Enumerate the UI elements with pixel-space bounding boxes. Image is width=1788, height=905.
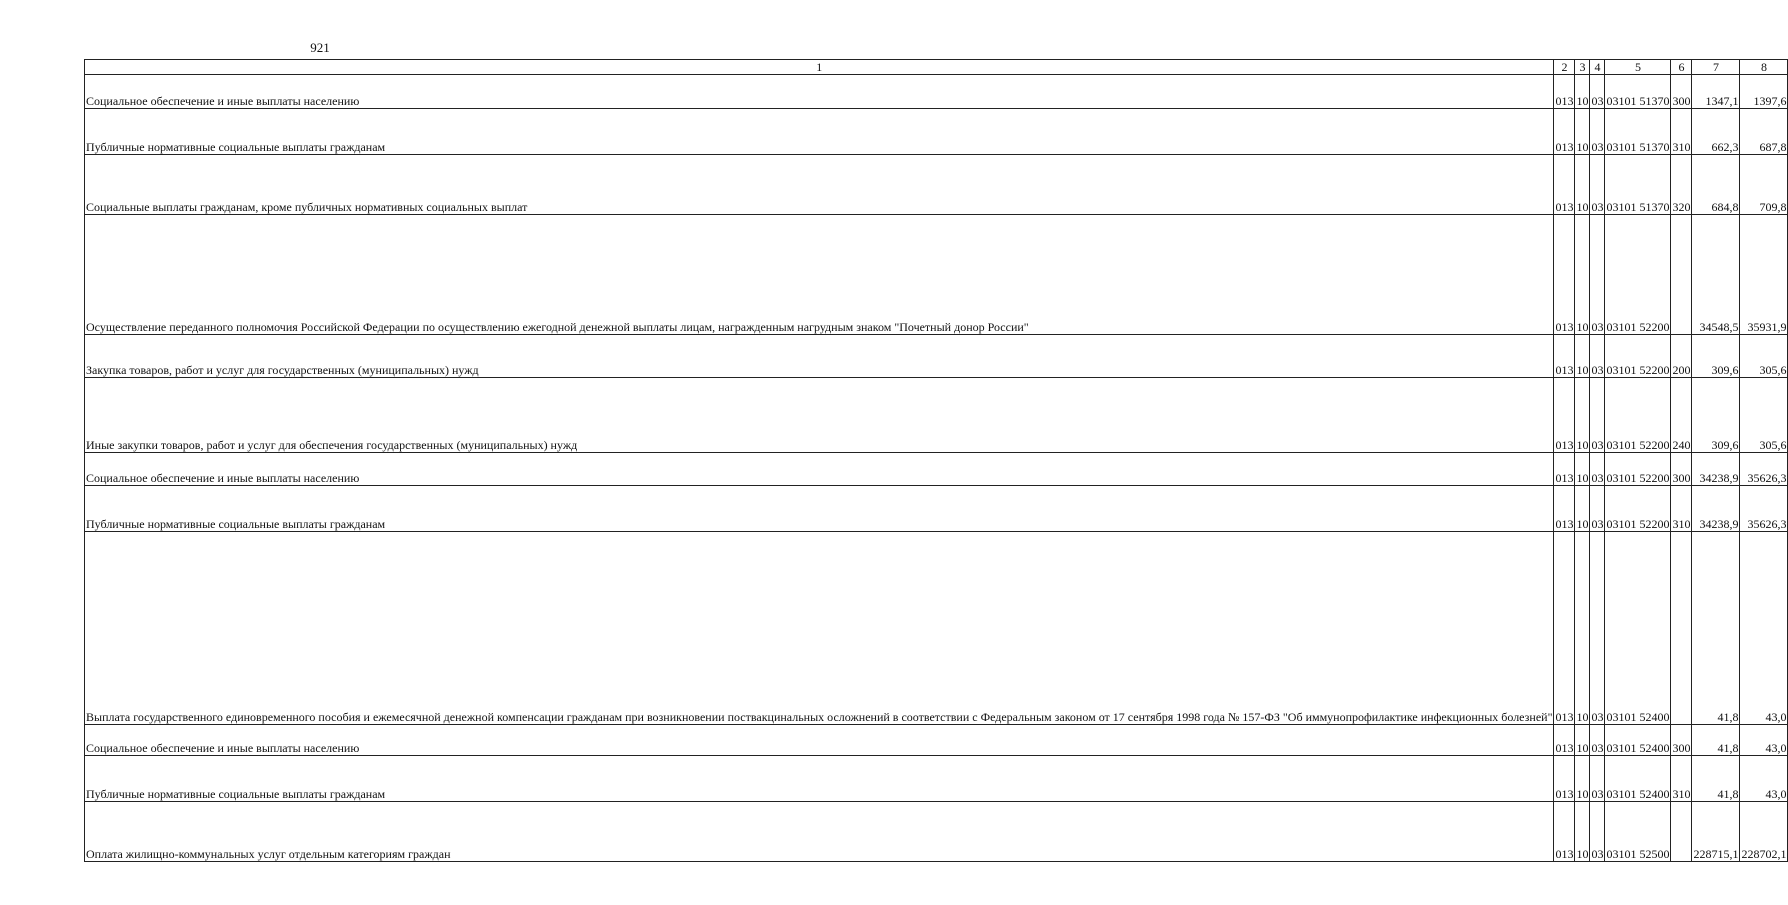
section-code: 10 <box>1575 453 1590 486</box>
header-cell: 2 <box>1554 60 1575 75</box>
row-name: Публичные нормативные социальные выплаты гражданам <box>85 756 1554 802</box>
subsection-code: 03 <box>1590 532 1605 725</box>
subsection-code: 03 <box>1590 453 1605 486</box>
table-row <box>85 75 1788 109</box>
header-cell: 5 <box>1605 60 1671 75</box>
expense-type-code <box>1671 802 1692 862</box>
expense-type-code <box>1671 215 1692 335</box>
amount-col7: 34238,9 <box>1692 453 1740 486</box>
expense-type-code <box>1671 532 1692 725</box>
target-article-code: 03101 52200 <box>1605 215 1671 335</box>
target-article-code: 03101 52400 <box>1605 725 1671 756</box>
ministry-code: 013 <box>1554 802 1575 862</box>
amount-col7: 1347,1 <box>1692 75 1740 109</box>
section-code: 10 <box>1575 756 1590 802</box>
table-row <box>85 378 1788 453</box>
header-cell: 1 <box>85 60 1554 75</box>
section-code: 10 <box>1575 75 1590 109</box>
expense-type-code: 310 <box>1671 756 1692 802</box>
row-name: Оплата жилищно-коммунальных услуг отдельным категориям граждан <box>85 802 1554 862</box>
subsection-code: 03 <box>1590 378 1605 453</box>
amount-col8: 43,0 <box>1740 756 1788 802</box>
header-cell: 3 <box>1575 60 1590 75</box>
amount-col8: 35931,9 <box>1740 215 1788 335</box>
row-name: Социальные выплаты гражданам, кроме публичных нормативных социальных выплат <box>85 155 1554 215</box>
target-article-code: 03101 51370 <box>1605 75 1671 109</box>
amount-col8: 1397,6 <box>1740 75 1788 109</box>
amount-col7: 309,6 <box>1692 335 1740 378</box>
section-code: 10 <box>1575 532 1590 725</box>
subsection-code: 03 <box>1590 109 1605 155</box>
target-article-code: 03101 52200 <box>1605 486 1671 532</box>
ministry-code: 013 <box>1554 75 1575 109</box>
subsection-code: 03 <box>1590 802 1605 862</box>
amount-col7: 34548,5 <box>1692 215 1740 335</box>
target-article-code: 03101 52200 <box>1605 335 1671 378</box>
section-code: 10 <box>1575 109 1590 155</box>
amount-col8: 35626,3 <box>1740 453 1788 486</box>
table-row <box>85 155 1788 215</box>
subsection-code: 03 <box>1590 335 1605 378</box>
row-name: Осуществление переданного полномочия Российской Федерации по осуществлению ежегодной денежной выплаты лицам, награжденным нагрудным знаком "Почетный донор России" <box>85 215 1554 335</box>
row-name: Социальное обеспечение и иные выплаты населению <box>85 75 1554 109</box>
amount-col7: 228715,1 <box>1692 802 1740 862</box>
header-cell: 8 <box>1740 60 1788 75</box>
target-article-code: 03101 52200 <box>1605 453 1671 486</box>
ministry-code: 013 <box>1554 109 1575 155</box>
target-article-code: 03101 51370 <box>1605 155 1671 215</box>
subsection-code: 03 <box>1590 75 1605 109</box>
amount-col8: 687,8 <box>1740 109 1788 155</box>
amount-col7: 41,8 <box>1692 532 1740 725</box>
ministry-code: 013 <box>1554 756 1575 802</box>
section-code: 10 <box>1575 725 1590 756</box>
subsection-code: 03 <box>1590 725 1605 756</box>
ministry-code: 013 <box>1554 453 1575 486</box>
ministry-code: 013 <box>1554 215 1575 335</box>
ministry-code: 013 <box>1554 725 1575 756</box>
table-row <box>85 453 1788 486</box>
subsection-code: 03 <box>1590 155 1605 215</box>
amount-col8: 305,6 <box>1740 335 1788 378</box>
section-code: 10 <box>1575 486 1590 532</box>
expense-type-code: 300 <box>1671 725 1692 756</box>
expense-type-code: 320 <box>1671 155 1692 215</box>
expense-type-code: 310 <box>1671 486 1692 532</box>
row-name: Социальное обеспечение и иные выплаты населению <box>85 725 1554 756</box>
budget-table <box>84 59 1788 862</box>
row-name: Иные закупки товаров, работ и услуг для обеспечения государственных (муниципальных) нужд <box>85 378 1554 453</box>
amount-col7: 41,8 <box>1692 756 1740 802</box>
subsection-code: 03 <box>1590 756 1605 802</box>
row-name: Выплата государственного единовременного пособия и ежемесячной денежной компенсации гражданам при возникновении поствакцинальных осложнений в соответствии с Федеральным законом от 17 сентября 1998 года № 157-ФЗ "Об иммунопрофилактике инфекционных болезней" <box>85 532 1554 725</box>
amount-col8: 35626,3 <box>1740 486 1788 532</box>
section-code: 10 <box>1575 335 1590 378</box>
target-article-code: 03101 52200 <box>1605 378 1671 453</box>
amount-col7: 41,8 <box>1692 725 1740 756</box>
table-row <box>85 532 1788 725</box>
amount-col8: 709,8 <box>1740 155 1788 215</box>
ministry-code: 013 <box>1554 335 1575 378</box>
amount-col7: 34238,9 <box>1692 486 1740 532</box>
table-row <box>85 335 1788 378</box>
row-name: Закупка товаров, работ и услуг для государственных (муниципальных) нужд <box>85 335 1554 378</box>
row-name: Публичные нормативные социальные выплаты гражданам <box>85 109 1554 155</box>
ministry-code: 013 <box>1554 486 1575 532</box>
target-article-code: 03101 52500 <box>1605 802 1671 862</box>
table-row <box>85 756 1788 802</box>
target-article-code: 03101 52400 <box>1605 532 1671 725</box>
amount-col8: 305,6 <box>1740 378 1788 453</box>
table-row <box>85 486 1788 532</box>
expense-type-code: 240 <box>1671 378 1692 453</box>
amount-col8: 43,0 <box>1740 532 1788 725</box>
subsection-code: 03 <box>1590 215 1605 335</box>
section-code: 10 <box>1575 802 1590 862</box>
amount-col7: 309,6 <box>1692 378 1740 453</box>
ministry-code: 013 <box>1554 532 1575 725</box>
amount-col8: 228702,1 <box>1740 802 1788 862</box>
subsection-code: 03 <box>1590 486 1605 532</box>
ministry-code: 013 <box>1554 155 1575 215</box>
row-name: Социальное обеспечение и иные выплаты населению <box>85 453 1554 486</box>
header-row <box>85 60 1788 75</box>
row-name: Публичные нормативные социальные выплаты гражданам <box>85 486 1554 532</box>
expense-type-code: 300 <box>1671 75 1692 109</box>
table-row <box>85 802 1788 862</box>
header-cell: 6 <box>1671 60 1692 75</box>
section-code: 10 <box>1575 378 1590 453</box>
expense-type-code: 310 <box>1671 109 1692 155</box>
amount-col7: 684,8 <box>1692 155 1740 215</box>
amount-col7: 662,3 <box>1692 109 1740 155</box>
amount-col8: 43,0 <box>1740 725 1788 756</box>
table-row <box>85 215 1788 335</box>
target-article-code: 03101 51370 <box>1605 109 1671 155</box>
section-code: 10 <box>1575 155 1590 215</box>
expense-type-code: 300 <box>1671 453 1692 486</box>
header-cell: 7 <box>1692 60 1740 75</box>
table-row <box>85 725 1788 756</box>
section-code: 10 <box>1575 215 1590 335</box>
expense-type-code: 200 <box>1671 335 1692 378</box>
page-number: 921 <box>310 40 330 55</box>
ministry-code: 013 <box>1554 378 1575 453</box>
header-cell: 4 <box>1590 60 1605 75</box>
target-article-code: 03101 52400 <box>1605 756 1671 802</box>
table-row <box>85 109 1788 155</box>
